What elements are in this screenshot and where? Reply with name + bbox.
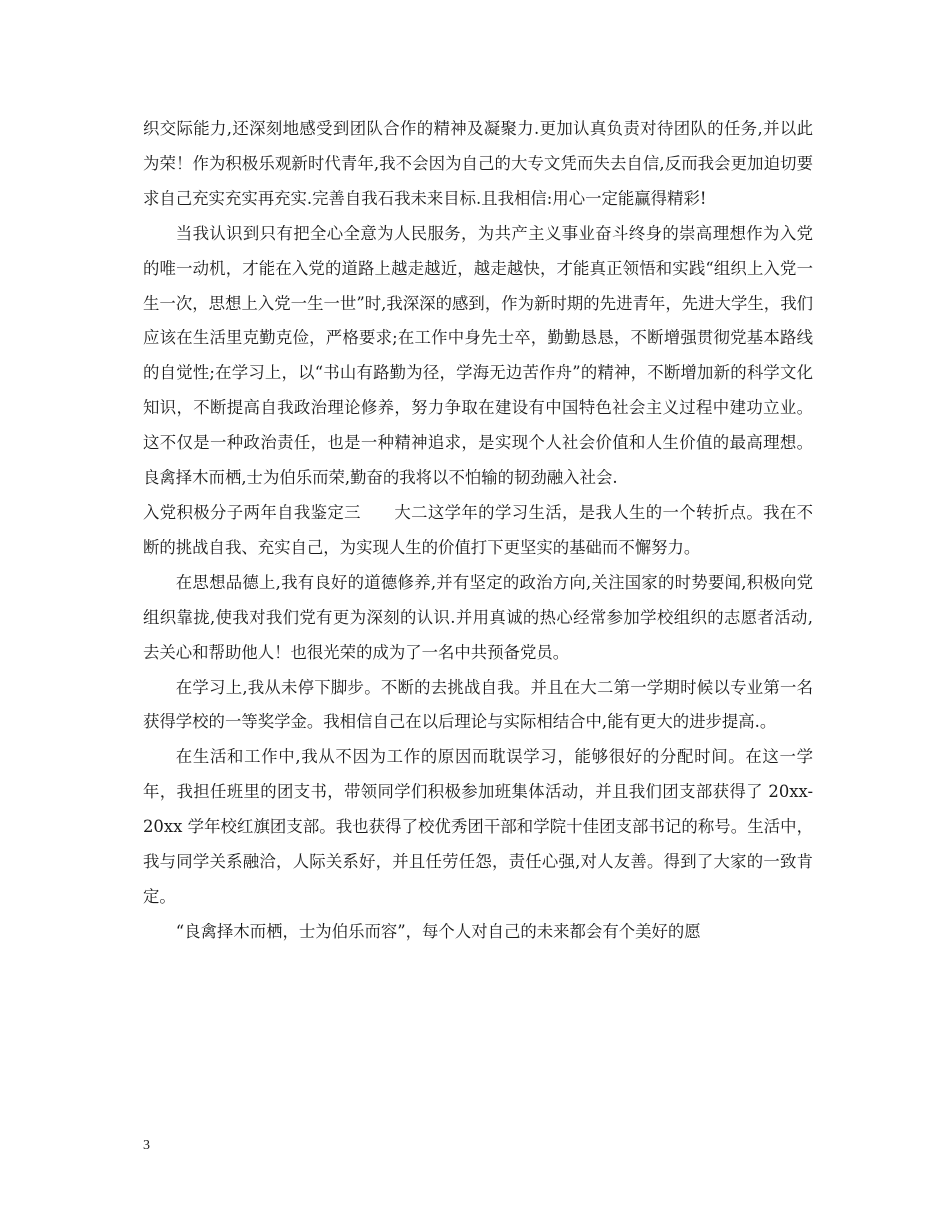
paragraph-3: 入党积极分子两年自我鉴定三 大二这学年的学习生活，是我人生的一个转折点。我在不断的挑战自我、充实自己，为实现人生的价值打下更坚实的基础而不懈努力。 <box>143 502 813 557</box>
paragraph-6: 在生活和工作中,我从不因为工作的原因而耽误学习，能够很好的分配时间。在这一学年，我担任班里的团支书，带领同学们积极参加班集体活动，并且我们团支部获得了 20xx-20xx 学年校红旗团支部。我也获得了校优秀团干部和学院十佳团支部书记的称号。生活中，我与同学关系融洽，人际关系好，并且任劳任怨，责任心强,对人友善。得到了大家的一致肯定。 <box>143 747 813 906</box>
paragraph-7: “良禽择木而栖，士为伯乐而容”，每个人对自己的未来都会有个美好的愿 <box>175 921 701 941</box>
document-body <box>143 112 813 950</box>
paragraph-4: 在思想品德上,我有良好的道德修养,并有坚定的政治方向,关注国家的时势要闻,积极向党组织靠拢,使我对我们党有更为深刻的认识.并用真诚的热心经常参加学校组织的志愿者活动,去关心和帮助他人！也很光荣的成为了一名中共预备党员。 <box>143 572 813 662</box>
paragraph-5: 在学习上,我从未停下脚步。不断的去挑战自我。并且在大二第一学期时候以专业第一名获得学校的一等奖学金。我相信自己在以后理论与实际相结合中,能有更大的进步提高.。 <box>143 677 813 732</box>
paragraph-2: 当我认识到只有把全心全意为人民服务，为共产主义事业奋斗终身的崇高理想作为入党的唯一动机，才能在入党的道路上越走越近，越走越快，才能真正领悟和实践“组织上入党一生一次，思想上入党一生一世”时,我深深的感到，作为新时期的先进青年，先进大学生，我们应该在生活里克勤克俭，严格要求;在工作中身先士卒，勤勤恳恳，不断增强贯彻党基本路线的自觉性;在学习上，以“书山有路勤为径，学海无边苦作舟”的精神，不断增加新的科学文化知识，不断提高自我政治理论修养，努力争取在建设有中国特色社会主义过程中建功立业。这不仅是一种政治责任，也是一种精神追求，是实现个人社会价值和人生价值的最高理想。良禽择木而栖,士为伯乐而荣,勤奋的我将以不怕输的韧劲融入社会. <box>143 223 813 488</box>
page-number: 3 <box>143 1138 150 1153</box>
paragraph-1: 织交际能力,还深刻地感受到团队合作的精神及凝聚力.更加认真负责对待团队的任务,并以此为荣！作为积极乐观新时代青年,我不会因为自己的大专文凭而失去自信,反而我会更加迫切要求自己充实充实再充实.完善自我石我未来目标.且我相信:用心一定能赢得精彩! <box>143 119 813 208</box>
